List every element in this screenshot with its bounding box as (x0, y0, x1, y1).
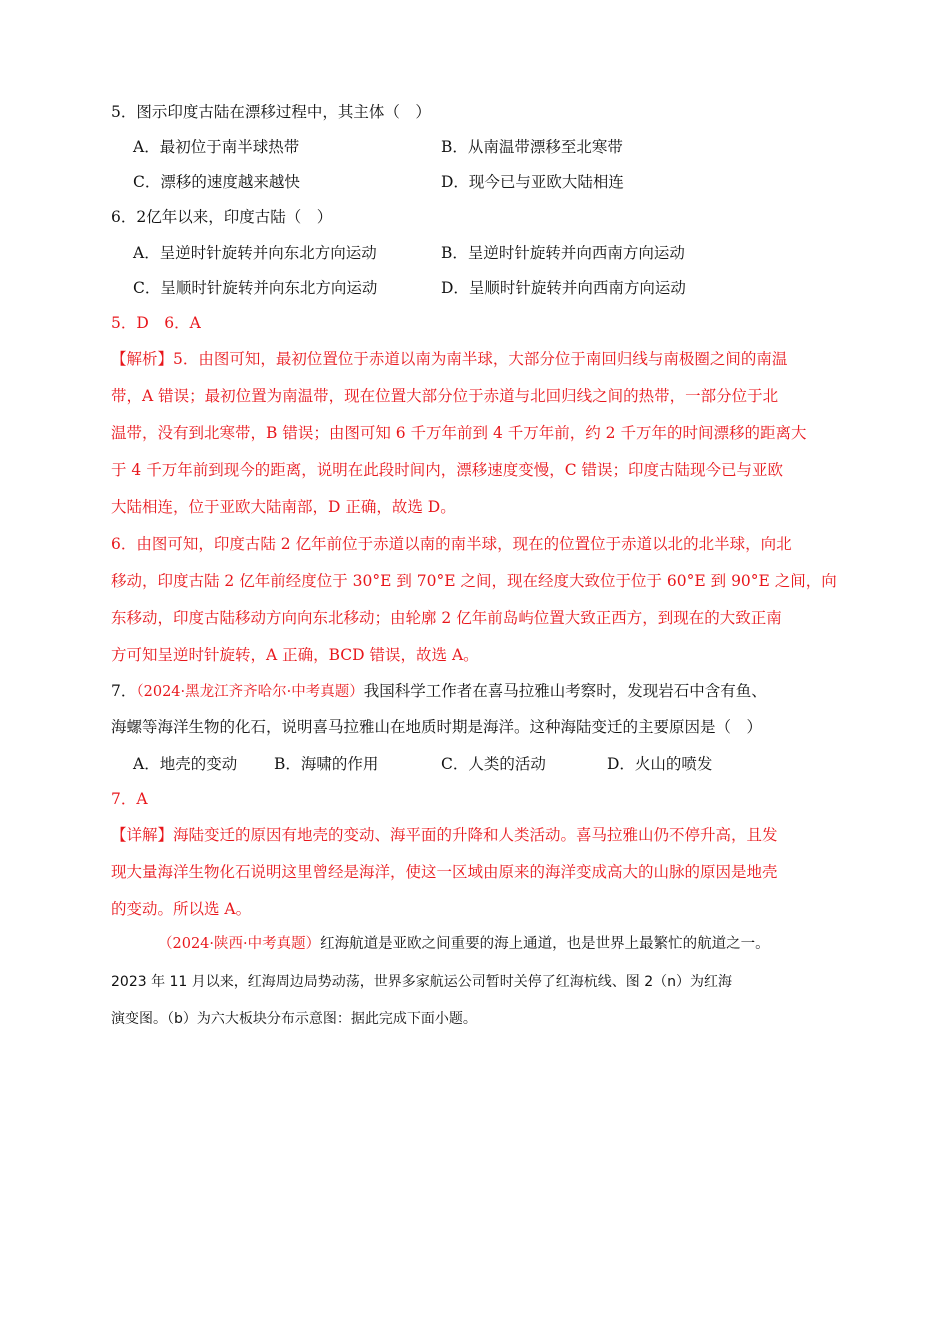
detail-tag: 【详解】 (111, 826, 174, 844)
passage-source: （2024·陕西·中考真题） (158, 936, 321, 952)
q6-option-b: B．呈逆时针旋转并向西南方向运动 (441, 244, 685, 262)
detail-line-2: 现大量海洋生物化石说明这里曾经是海洋，使这一区域由原来的海洋变成高大的山脉的原因是地壳 (111, 863, 778, 881)
analysis-line-7: 移动，印度古陆 2 亿年前经度位于 30°E 到 70°E 之间，现在经度大致位于位于 60°E 到 90°E 之间，向 (111, 572, 837, 590)
analysis-line-1 (111, 349, 787, 369)
q6-option-c: C．呈顺时针旋转并向东北方向运动 (133, 279, 378, 297)
analysis-tag: 【解析】 (111, 350, 174, 368)
analysis-line-9: 方可知呈逆时针旋转，A 正确，BCD 错误，故选 A。 (111, 646, 479, 664)
analysis-line-5: 大陆相连，位于亚欧大陆南部，D 正确，故选 D。 (111, 498, 456, 516)
q7-option-d: D．火山的喷发 (607, 755, 713, 773)
q5-option-b: B．从南温带漂移至北寒带 (441, 138, 623, 156)
analysis-line-2: 带，A 错误；最初位置为南温带，现在位置大部分位于赤道与北回归线之间的热带，一部分位于北 (111, 387, 779, 405)
analysis-text-1: 5．由图可知，最初位置位于赤道以南为南半球，大部分位于南回归线与南极圈之间的南温 (173, 350, 788, 368)
q7-stem-line-2: 海螺等海洋生物的化石，说明喜马拉雅山在地质时期是海洋。这种海陆变迁的主要原因是（ ） (111, 718, 763, 736)
passage-line-1 (158, 934, 770, 954)
q7-stem-line-1 (111, 681, 767, 702)
detail-text-1: 海陆变迁的原因有地壳的变动、海平面的升降和人类活动。喜马拉雅山仍不停升高，且发 (173, 826, 778, 844)
detail-line-1 (111, 825, 778, 845)
analysis-line-4: 于 4 千万年前到现今的距离，说明在此段时间内，漂移速度变慢，C 错误；印度古陆现今已与亚欧 (111, 461, 784, 479)
answer-7: 7．A (111, 790, 148, 808)
passage-text-1: 红海航道是亚欧之间重要的海上通道，也是世界上最繁忙的航道之一。 (320, 936, 770, 952)
q6-option-a: A．呈逆时针旋转并向东北方向运动 (133, 244, 377, 262)
detail-line-3: 的变动。所以选 A。 (111, 900, 252, 918)
analysis-line-8: 东移动，印度古陆移动方向向东北移动；由轮廓 2 亿年前岛屿位置大致正西方，到现在的大致正南 (111, 609, 782, 627)
q7-option-b: B．海啸的作用 (274, 755, 379, 773)
passage-line-3: 演变图。（b）为六大板块分布示意图：据此完成下面小题。 (111, 1011, 477, 1027)
analysis-line-3: 温带，没有到北寒带，B 错误；由图可知 6 千万年前到 4 千万年前，约 2 千万年的时间漂移的距离大 (111, 424, 807, 442)
q7-source: （2024·黑龙江齐齐哈尔·中考真题） (136, 684, 364, 700)
q7-option-a: A．地壳的变动 (133, 755, 238, 773)
answer-5-6: 5．D 6．A (111, 314, 201, 332)
passage-line-2: 2023 年 11 月以来，红海周边局势动荡，世界多家航运公司暂时关停了红海杭线、图 2（n）为红海 (111, 974, 733, 990)
q7-option-c: C．人类的活动 (441, 755, 546, 773)
q7-number: 7． (111, 682, 137, 700)
q6-option-d: D．呈顺时针旋转并向西南方向运动 (441, 279, 686, 297)
q5-option-a: A．最初位于南半球热带 (133, 138, 300, 156)
q6-stem: 6．2亿年以来，印度古陆（ ） (111, 208, 333, 226)
q7-stem-text-1: 我国科学工作者在喜马拉雅山考察时，发现岩石中含有鱼、 (363, 682, 767, 700)
q5-option-c: C．漂移的速度越来越快 (133, 173, 300, 191)
q5-option-d: D．现今已与亚欧大陆相连 (441, 173, 624, 191)
analysis-line-6: 6．由图可知，印度古陆 2 亿年前位于赤道以南的南半球，现在的位置位于赤道以北的北半球，向北 (111, 535, 792, 553)
q5-stem: 5．图示印度古陆在漂移过程中，其主体（ ） (111, 103, 431, 121)
